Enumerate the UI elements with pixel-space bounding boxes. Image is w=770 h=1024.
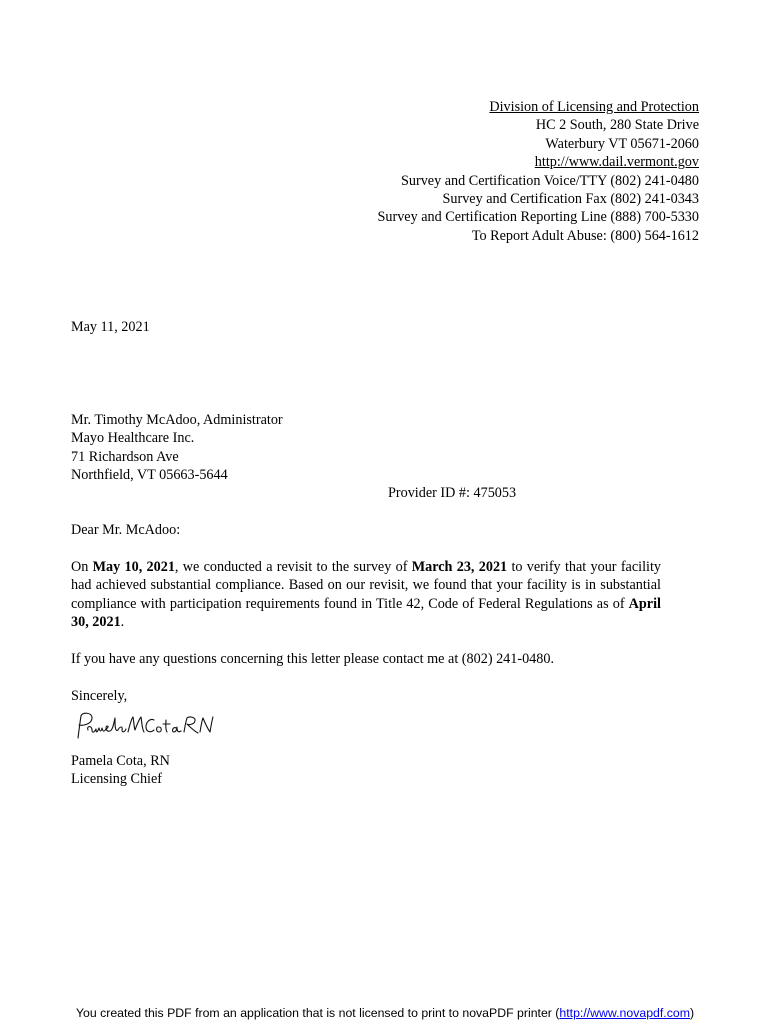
provider-id: Provider ID #: 475053 bbox=[388, 485, 517, 501]
letterhead-website-link[interactable]: http://www.dail.vermont.gov bbox=[534, 154, 699, 171]
body-text-on: On bbox=[71, 559, 93, 575]
footer-text: You created this PDF from an application that is not licensed to print to novaPDF printer ( bbox=[75, 1006, 560, 1020]
letterhead-adult-abuse: To Report Adult Abuse: (800) 564-1612 bbox=[471, 227, 699, 244]
novapdf-link[interactable]: http://www.novapdf.com bbox=[559, 1006, 690, 1020]
revisit-date: May 10, 2021 bbox=[92, 559, 175, 575]
recipient-name: Mr. Timothy McAdoo, Administrator bbox=[71, 412, 283, 428]
signer-block bbox=[71, 752, 170, 789]
handwritten-signature bbox=[70, 708, 220, 744]
salutation: Dear Mr. McAdoo: bbox=[71, 522, 181, 538]
letterhead-reporting-line: Survey and Certification Reporting Line (888) 700-5330 bbox=[377, 209, 699, 226]
body-paragraph-contact: If you have any questions concerning this letter please contact me at (802) 241-0480. bbox=[71, 651, 555, 667]
body-text-mid: , we conducted a revisit to the survey of bbox=[174, 559, 412, 575]
letterhead-division: Division of Licensing and Protection bbox=[489, 99, 699, 115]
closing: Sincerely, bbox=[71, 688, 128, 704]
body-text-end: . bbox=[120, 613, 125, 630]
recipient-city: Northfield, VT 05663-5644 bbox=[71, 466, 228, 483]
signer-title: Licensing Chief bbox=[71, 771, 163, 788]
signer-name: Pamela Cota, RN bbox=[71, 753, 170, 769]
letterhead-voice-tty: Survey and Certification Voice/TTY (802) 241-0480 bbox=[400, 172, 699, 189]
letterhead bbox=[377, 98, 699, 245]
footer-text-end: ) bbox=[689, 1006, 695, 1020]
recipient-address bbox=[71, 411, 283, 484]
novapdf-footer-notice bbox=[0, 1005, 770, 1021]
recipient-street: 71 Richardson Ave bbox=[71, 448, 179, 465]
letterhead-fax: Survey and Certification Fax (802) 241-0343 bbox=[442, 191, 699, 208]
body-text-rest: to verify that your facility had achieved substantial compliance. Based on our revisit, we found that your facility is in substantial compliance with participation requirements found in Title 42, Code of Federal Regulations as of bbox=[71, 559, 661, 612]
body-paragraph-compliance bbox=[71, 558, 661, 631]
letterhead-city: Waterbury VT 05671-2060 bbox=[545, 135, 699, 152]
compliance-date: April 30, 2021 bbox=[71, 595, 661, 630]
survey-date: March 23, 2021 bbox=[411, 559, 508, 575]
recipient-organization: Mayo Healthcare Inc. bbox=[71, 430, 195, 447]
letterhead-address: HC 2 South, 280 State Drive bbox=[535, 117, 699, 134]
letter-date: May 11, 2021 bbox=[71, 319, 150, 335]
